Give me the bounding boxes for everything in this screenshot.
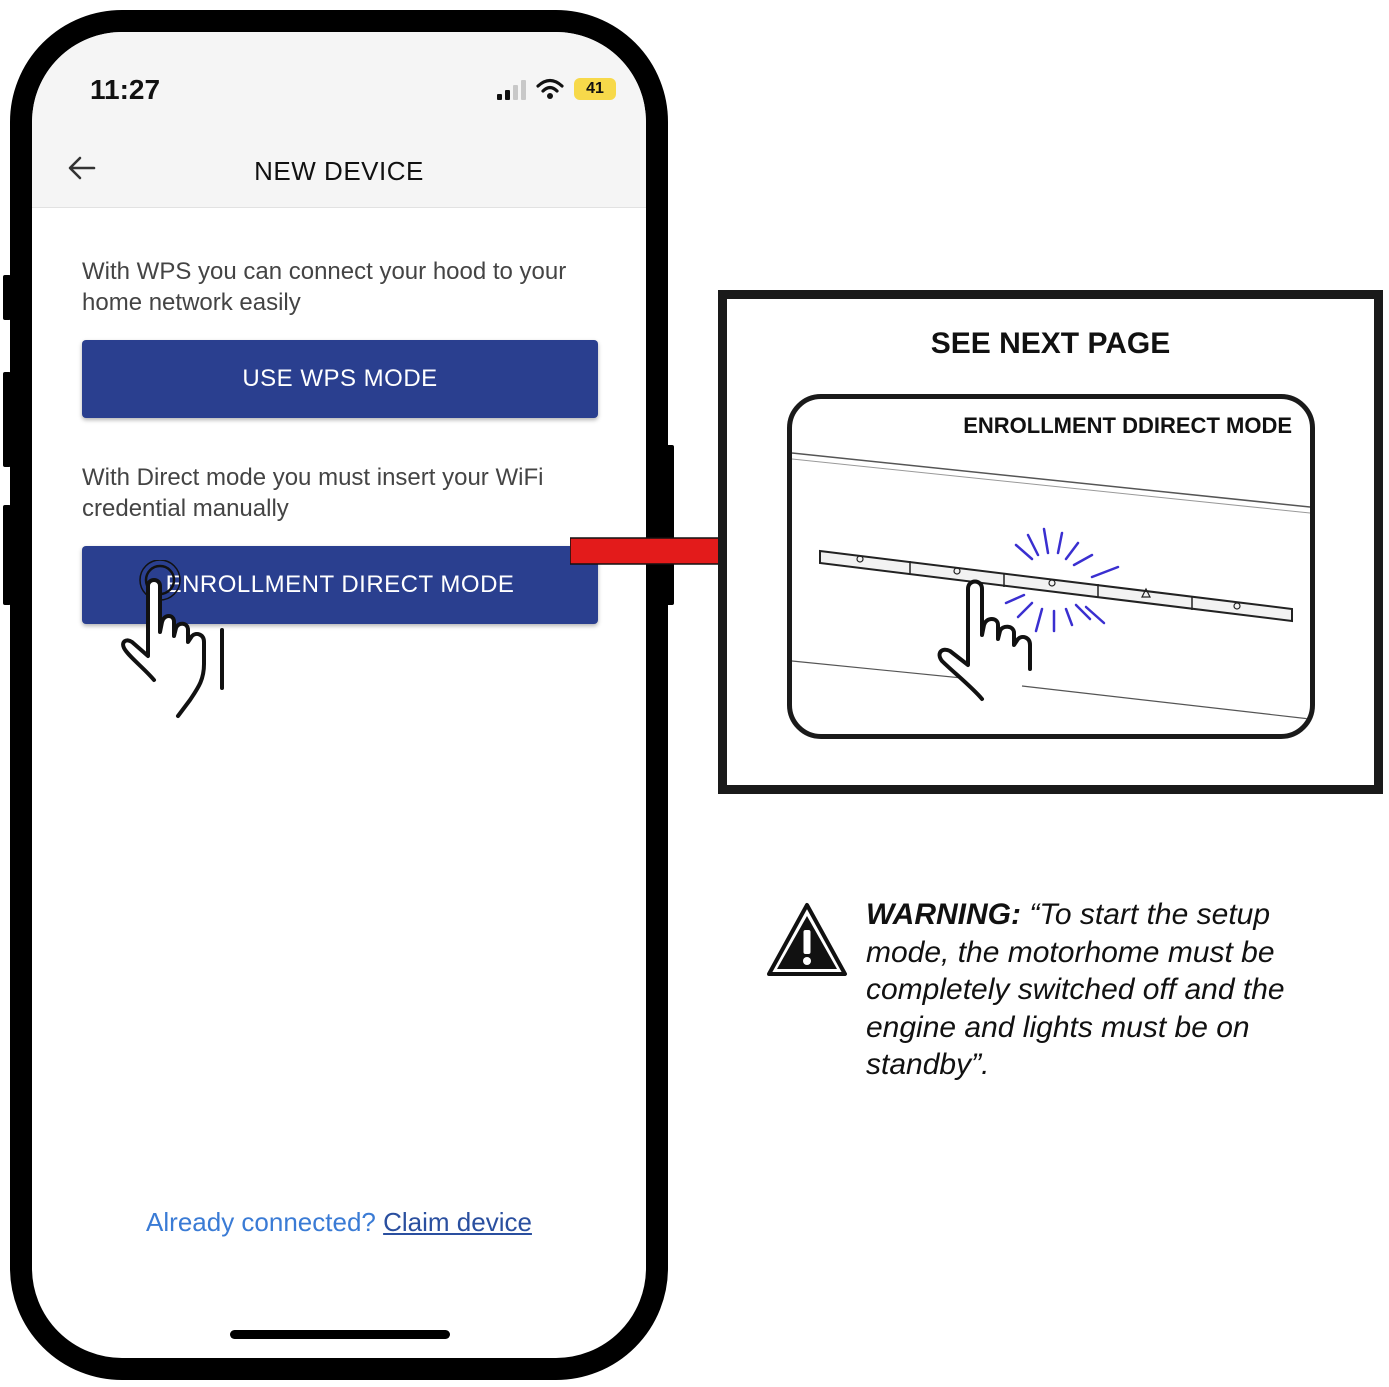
already-connected-label: Already connected? bbox=[146, 1207, 376, 1237]
battery-icon: 41 bbox=[574, 78, 616, 100]
tap-hand-icon bbox=[118, 560, 228, 720]
status-time: 11:27 bbox=[90, 74, 161, 105]
use-wps-mode-button[interactable]: USE WPS MODE bbox=[82, 340, 598, 418]
cellular-signal-icon bbox=[497, 80, 526, 100]
enrollment-direct-mode-button[interactable]: ENROLLMENT DIRECT MODE bbox=[82, 546, 598, 624]
wps-description: With WPS you can connect your hood to your home network easily bbox=[82, 258, 567, 316]
panel-title: SEE NEXT PAGE bbox=[930, 327, 1171, 360]
inner-title: ENROLLMENT DDIRECT MODE bbox=[963, 413, 1292, 438]
enrollment-illustration bbox=[787, 394, 1315, 739]
phone-frame bbox=[10, 10, 668, 1380]
status-bar bbox=[32, 32, 646, 132]
warning-label: WARNING: bbox=[866, 898, 1021, 931]
wifi-icon bbox=[536, 78, 564, 100]
nav-header bbox=[32, 132, 646, 208]
footer-text bbox=[32, 1207, 646, 1238]
warning-triangle-icon bbox=[766, 902, 848, 978]
claim-device-link[interactable]: Claim device bbox=[383, 1207, 532, 1237]
see-next-page-panel bbox=[718, 290, 1383, 794]
direct-description: With Direct mode you must insert your WiFi credential manually bbox=[82, 464, 544, 522]
status-icons bbox=[497, 78, 616, 100]
page-title: NEW DEVICE bbox=[254, 156, 424, 186]
home-indicator bbox=[230, 1330, 450, 1339]
hood-panel-illustration bbox=[792, 399, 1310, 734]
warning-message: “To start the setup mode, the motorhome must be completely switched off and the engine and lights must be on standby”. bbox=[866, 898, 1285, 1081]
warning-text bbox=[866, 896, 1336, 1084]
